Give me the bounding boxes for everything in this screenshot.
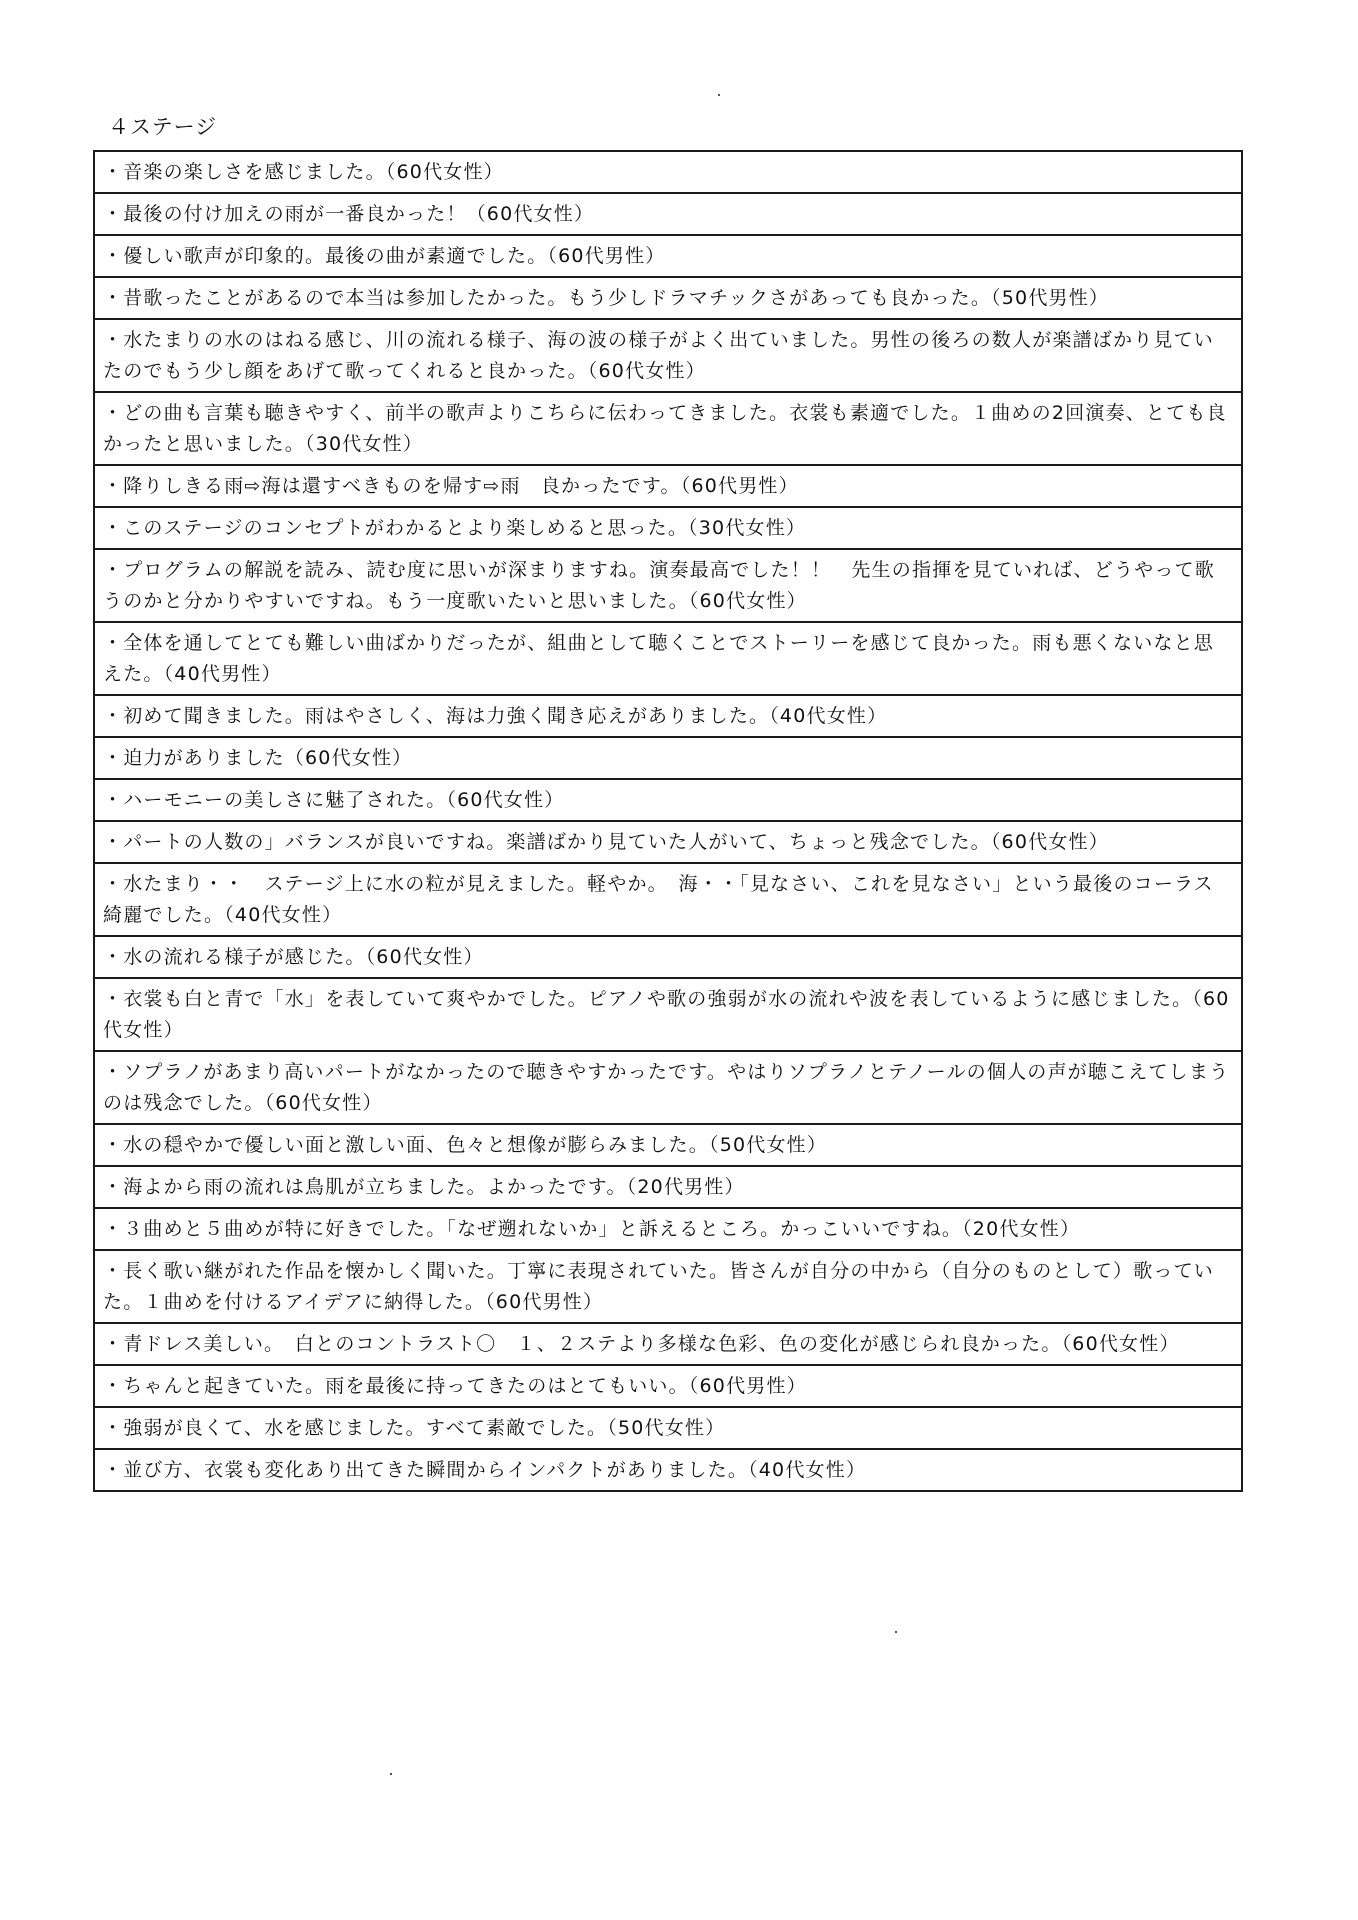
comment-row: ・水たまり・・ ステージ上に水の粒が見えました。軽やか。 海・・「見なさい、これを見なさい」という最後のコーラス綺麗でした。（40代女性） xyxy=(95,864,1241,937)
comment-row: ・プログラムの解説を読み、読む度に思いが深まりますね。演奏最高でした！！ 先生の指揮を見ていれば、どうやって歌うのかと分かりやすいですね。もう一度歌いたいと思いました。（60代女性） xyxy=(95,550,1241,623)
comments-table xyxy=(93,150,1243,1492)
comment-row: ・強弱が良くて、水を感じました。すべて素敵でした。（50代女性） xyxy=(95,1408,1241,1450)
comment-row: ・初めて聞きました。雨はやさしく、海は力強く聞き応えがありました。（40代女性） xyxy=(95,696,1241,738)
comment-row: ・水の穏やかで優しい面と激しい面、色々と想像が膨らみました。（50代女性） xyxy=(95,1125,1241,1167)
scan-speck xyxy=(390,1773,392,1775)
comment-row: ・ちゃんと起きていた。雨を最後に持ってきたのはとてもいい。（60代男性） xyxy=(95,1366,1241,1408)
comment-row: ・昔歌ったことがあるので本当は参加したかった。もう少しドラマチックさがあっても良かった。（50代男性） xyxy=(95,278,1241,320)
comment-row: ・衣裳も白と青で「水」を表していて爽やかでした。ピアノや歌の強弱が水の流れや波を表しているように感じました。（60代女性） xyxy=(95,979,1241,1052)
page-heading: ４ステージ xyxy=(108,115,218,139)
comment-row: ・迫力がありました（60代女性） xyxy=(95,738,1241,780)
comment-row: ・水たまりの水のはねる感じ、川の流れる様子、海の波の様子がよく出ていました。男性の後ろの数人が楽譜ばかり見ていたのでもう少し顔をあげて歌ってくれると良かった。（60代女性） xyxy=(95,320,1241,393)
comment-row: ・青ドレス美しい。 白とのコントラスト〇 １、２ステより多様な色彩、色の変化が感じられ良かった。（60代女性） xyxy=(95,1324,1241,1366)
comment-row: ・優しい歌声が印象的。最後の曲が素適でした。（60代男性） xyxy=(95,236,1241,278)
scan-speck xyxy=(895,1631,897,1633)
comment-row: ・最後の付け加えの雨が一番良かった！（60代女性） xyxy=(95,194,1241,236)
comment-row: ・音楽の楽しさを感じました。（60代女性） xyxy=(95,152,1241,194)
comment-row: ・全体を通してとても難しい曲ばかりだったが、組曲として聴くことでストーリーを感じて良かった。雨も悪くないなと思えた。（40代男性） xyxy=(95,623,1241,696)
comment-row: ・ハーモニーの美しさに魅了された。（60代女性） xyxy=(95,780,1241,822)
scan-speck xyxy=(718,94,720,96)
comment-row: ・降りしきる雨⇨海は還すべきものを帰す⇨雨 良かったです。（60代男性） xyxy=(95,466,1241,508)
comment-row: ・水の流れる様子が感じた。（60代女性） xyxy=(95,937,1241,979)
comment-row: ・ソプラノがあまり高いパートがなかったので聴きやすかったです。やはりソプラノとテノールの個人の声が聴こえてしまうのは残念でした。（60代女性） xyxy=(95,1052,1241,1125)
comment-row: ・長く歌い継がれた作品を懐かしく聞いた。丁寧に表現されていた。皆さんが自分の中から（自分のものとして）歌っていた。１曲めを付けるアイデアに納得した。（60代男性） xyxy=(95,1251,1241,1324)
comment-row: ・並び方、衣裳も変化あり出てきた瞬間からインパクトがありました。（40代女性） xyxy=(103,1459,867,1481)
comment-row: ・海よから雨の流れは鳥肌が立ちました。よかったです。（20代男性） xyxy=(95,1167,1241,1209)
comment-row: ・このステージのコンセプトがわかるとより楽しめると思った。（30代女性） xyxy=(95,508,1241,550)
comment-row: ・パートの人数の」バランスが良いですね。楽譜ばかり見ていた人がいて、ちょっと残念でした。（60代女性） xyxy=(95,822,1241,864)
comment-row: ・どの曲も言葉も聴きやすく、前半の歌声よりこちらに伝わってきました。衣裳も素適でした。１曲めの2回演奏、とても良かったと思いました。（30代女性） xyxy=(95,393,1241,466)
comment-row: ・３曲めと５曲めが特に好きでした。「なぜ遡れないか」と訴えるところ。かっこいいですね。（20代女性） xyxy=(95,1209,1241,1251)
